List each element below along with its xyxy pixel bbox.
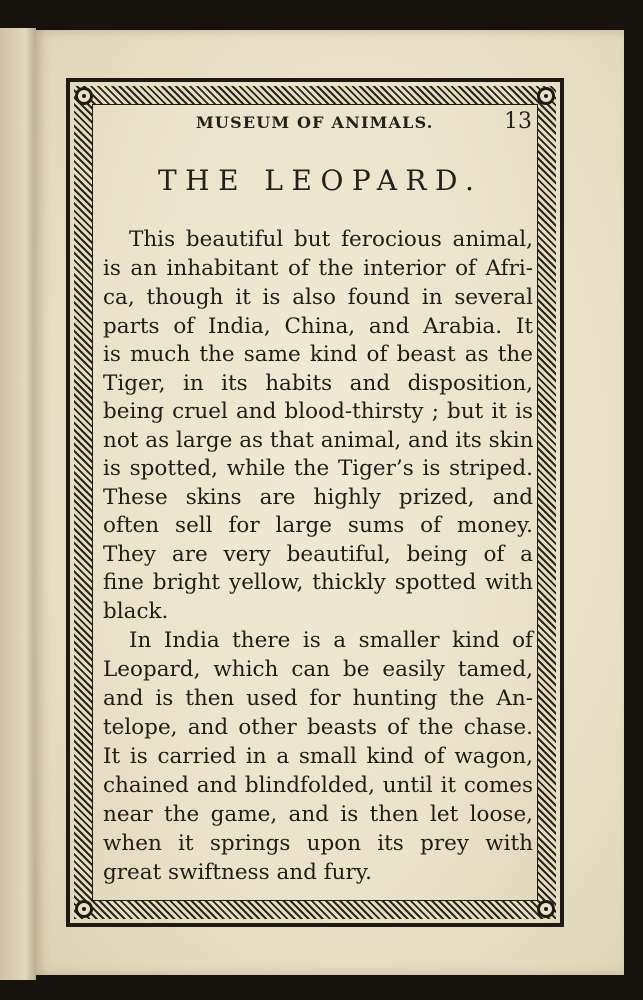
text-line: ca, though it is also found in several: [103, 285, 533, 310]
text-line: This beautiful but ferocious animal,: [129, 227, 533, 252]
text-line: not as large as that animal, and its skin: [103, 428, 534, 453]
text-line: chained and blindfolded, until it comes: [103, 773, 533, 798]
text-line: Tiger, in its habits and disposition,: [103, 371, 533, 396]
text-line: being cruel and blood-thirsty ; but it is: [103, 399, 533, 424]
text-line: is an inhabitant of the interior of Afri-: [103, 256, 533, 281]
text-line: is spotted, while the Tiger’s is striped.: [103, 456, 533, 481]
text-line: In India there is a smaller kind of: [129, 628, 533, 653]
text-line: near the game, and is then let loose,: [103, 802, 533, 827]
text-line: and is then used for hunting the An-: [103, 686, 533, 711]
running-header: MUSEUM OF ANIMALS.: [196, 113, 434, 132]
text-line: They are very beautiful, being of a: [103, 542, 533, 567]
text-line: It is carried in a small kind of wagon,: [103, 744, 533, 769]
text-line: telope, and other beasts of the chase.: [103, 715, 533, 740]
text-line: great swiftness and fury.: [103, 860, 372, 885]
text-line: often sell for large sums of money.: [103, 513, 533, 538]
text-line: is much the same kind of beast as the: [103, 342, 533, 367]
text-line: fine bright yellow, thickly spotted with: [103, 570, 533, 595]
text-line: Leopard, which can be easily tamed,: [103, 657, 533, 682]
text-line: when it springs upon its prey with: [103, 831, 533, 856]
page-title: THE LEOPARD.: [158, 164, 483, 197]
text-line: parts of India, China, and Arabia. It: [103, 314, 533, 339]
page-number: 13: [504, 109, 532, 134]
text-line: black.: [103, 599, 169, 624]
text-line: These skins are highly prized, and: [103, 485, 533, 510]
